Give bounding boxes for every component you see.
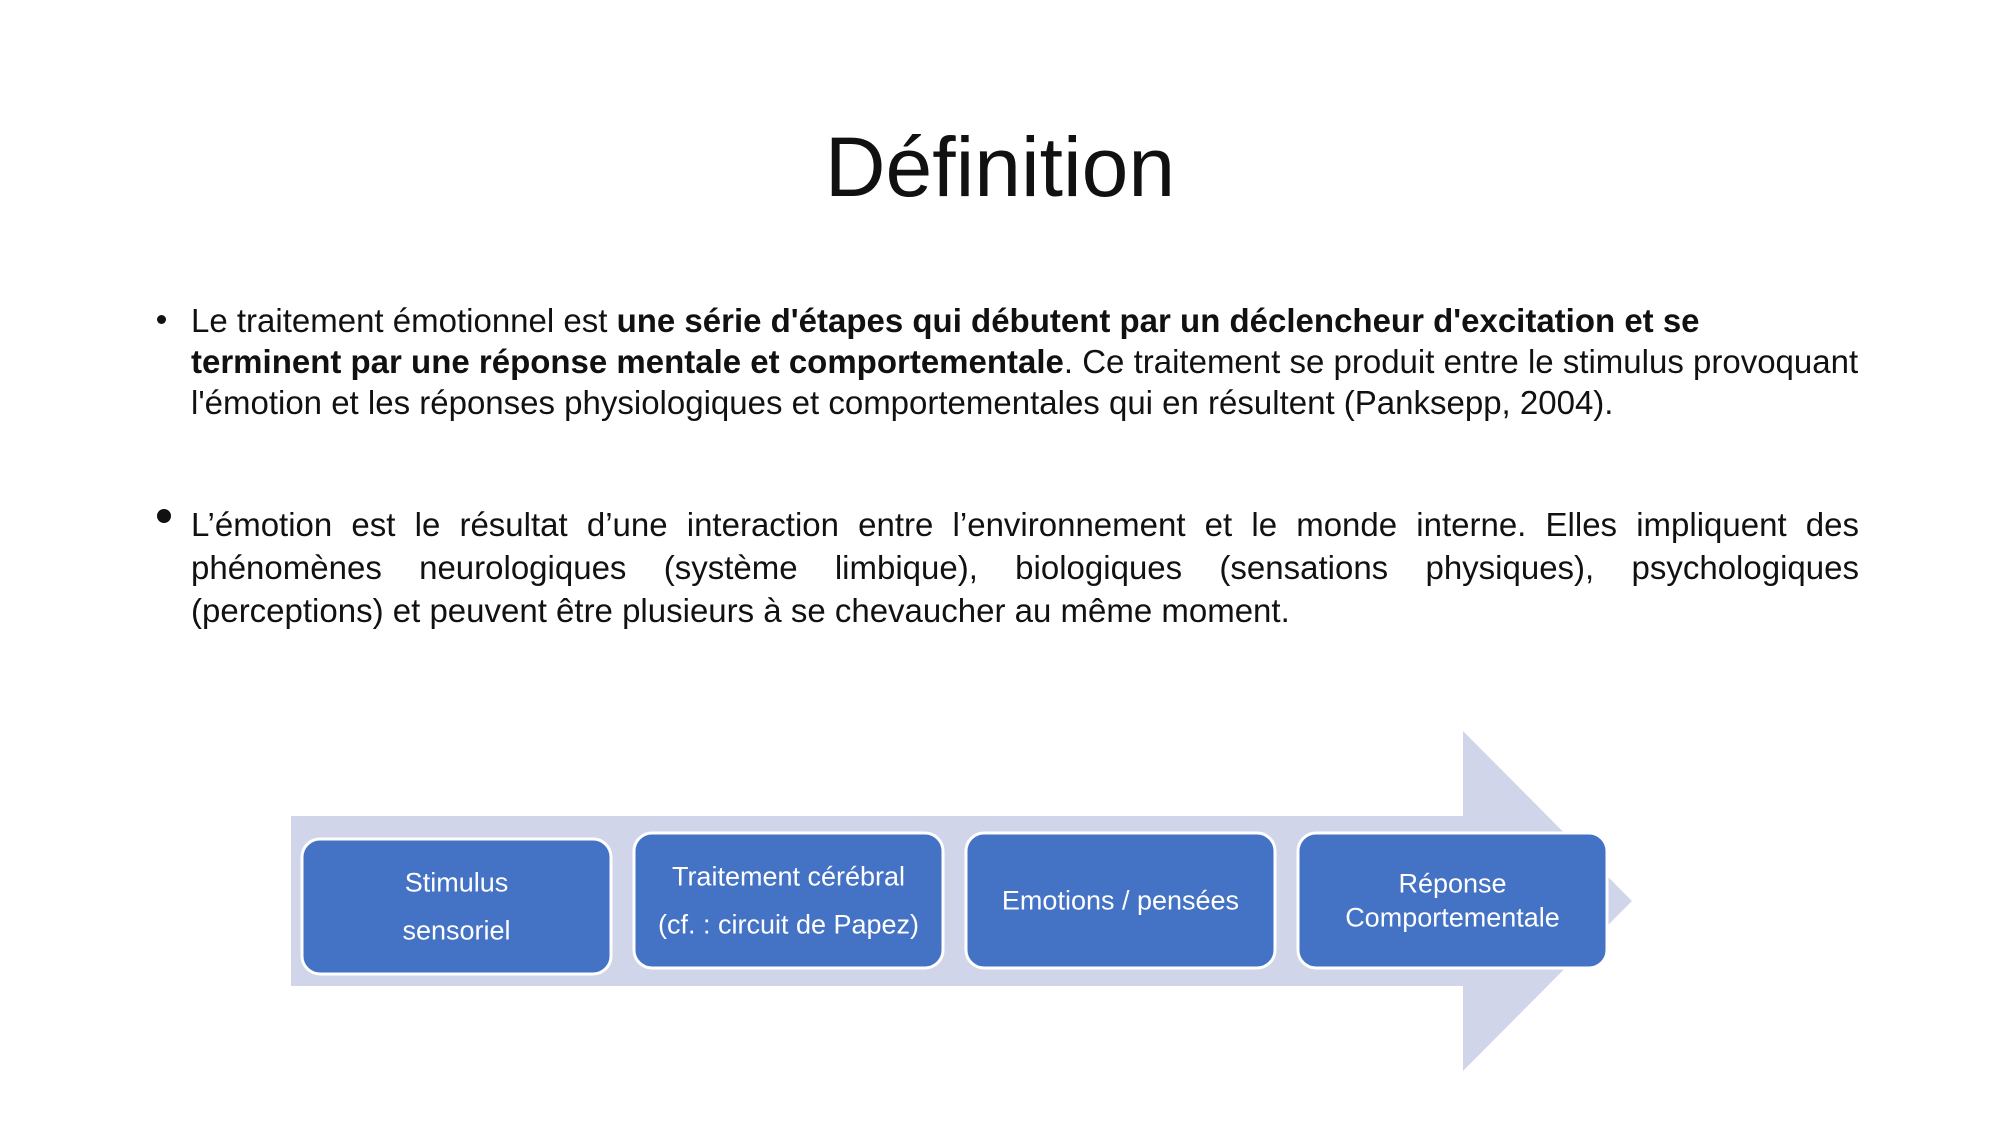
- process-step-2: [634, 833, 943, 968]
- process-step-1-line-1: Stimulus: [404, 867, 509, 898]
- process-step-2-line-2: (cf. : circuit de Papez): [657, 909, 920, 940]
- bullet-paragraph-2: L’émotion est le résultat d’une interaction entre l’environnement et le monde interne. Elles impliquent des phénomènes neurologiques (système limbique), biologiques (sensations physiques), psychologiques (perceptions) et peuvent être plusieurs à se chevaucher au même moment.: [191, 506, 1859, 629]
- process-step-1: [302, 839, 611, 974]
- bullet-1-prefix: Le traitement émotionnel est: [191, 302, 617, 339]
- bullet-1-suffix: . Ce traitement se produit entre le stimulus provoquant l'émotion et les réponses physiologiques et comportementales qui en résultent (Panksepp, 2004).: [191, 343, 1859, 421]
- process-step-3-line-1: Emotions / pensées: [1001, 885, 1240, 916]
- process-step-box: [1298, 833, 1607, 968]
- process-step-1-line-2: sensoriel: [402, 915, 511, 946]
- process-step-4: [1298, 833, 1607, 968]
- process-step-box: [302, 839, 611, 974]
- process-step-3: [966, 833, 1275, 968]
- process-step-4-line-1: Réponse: [1398, 868, 1507, 899]
- process-step-2-line-1: Traitement cérébral: [671, 861, 906, 892]
- slide-title: Définition: [824, 120, 1176, 214]
- process-step-box: [634, 833, 943, 968]
- bullet-1-bold: une série d'étapes qui débutent par un déclencheur d'excitation et se terminent par une réponse mentale et comportementale: [191, 302, 1700, 380]
- process-step-4-line-2: Comportementale: [1345, 902, 1560, 933]
